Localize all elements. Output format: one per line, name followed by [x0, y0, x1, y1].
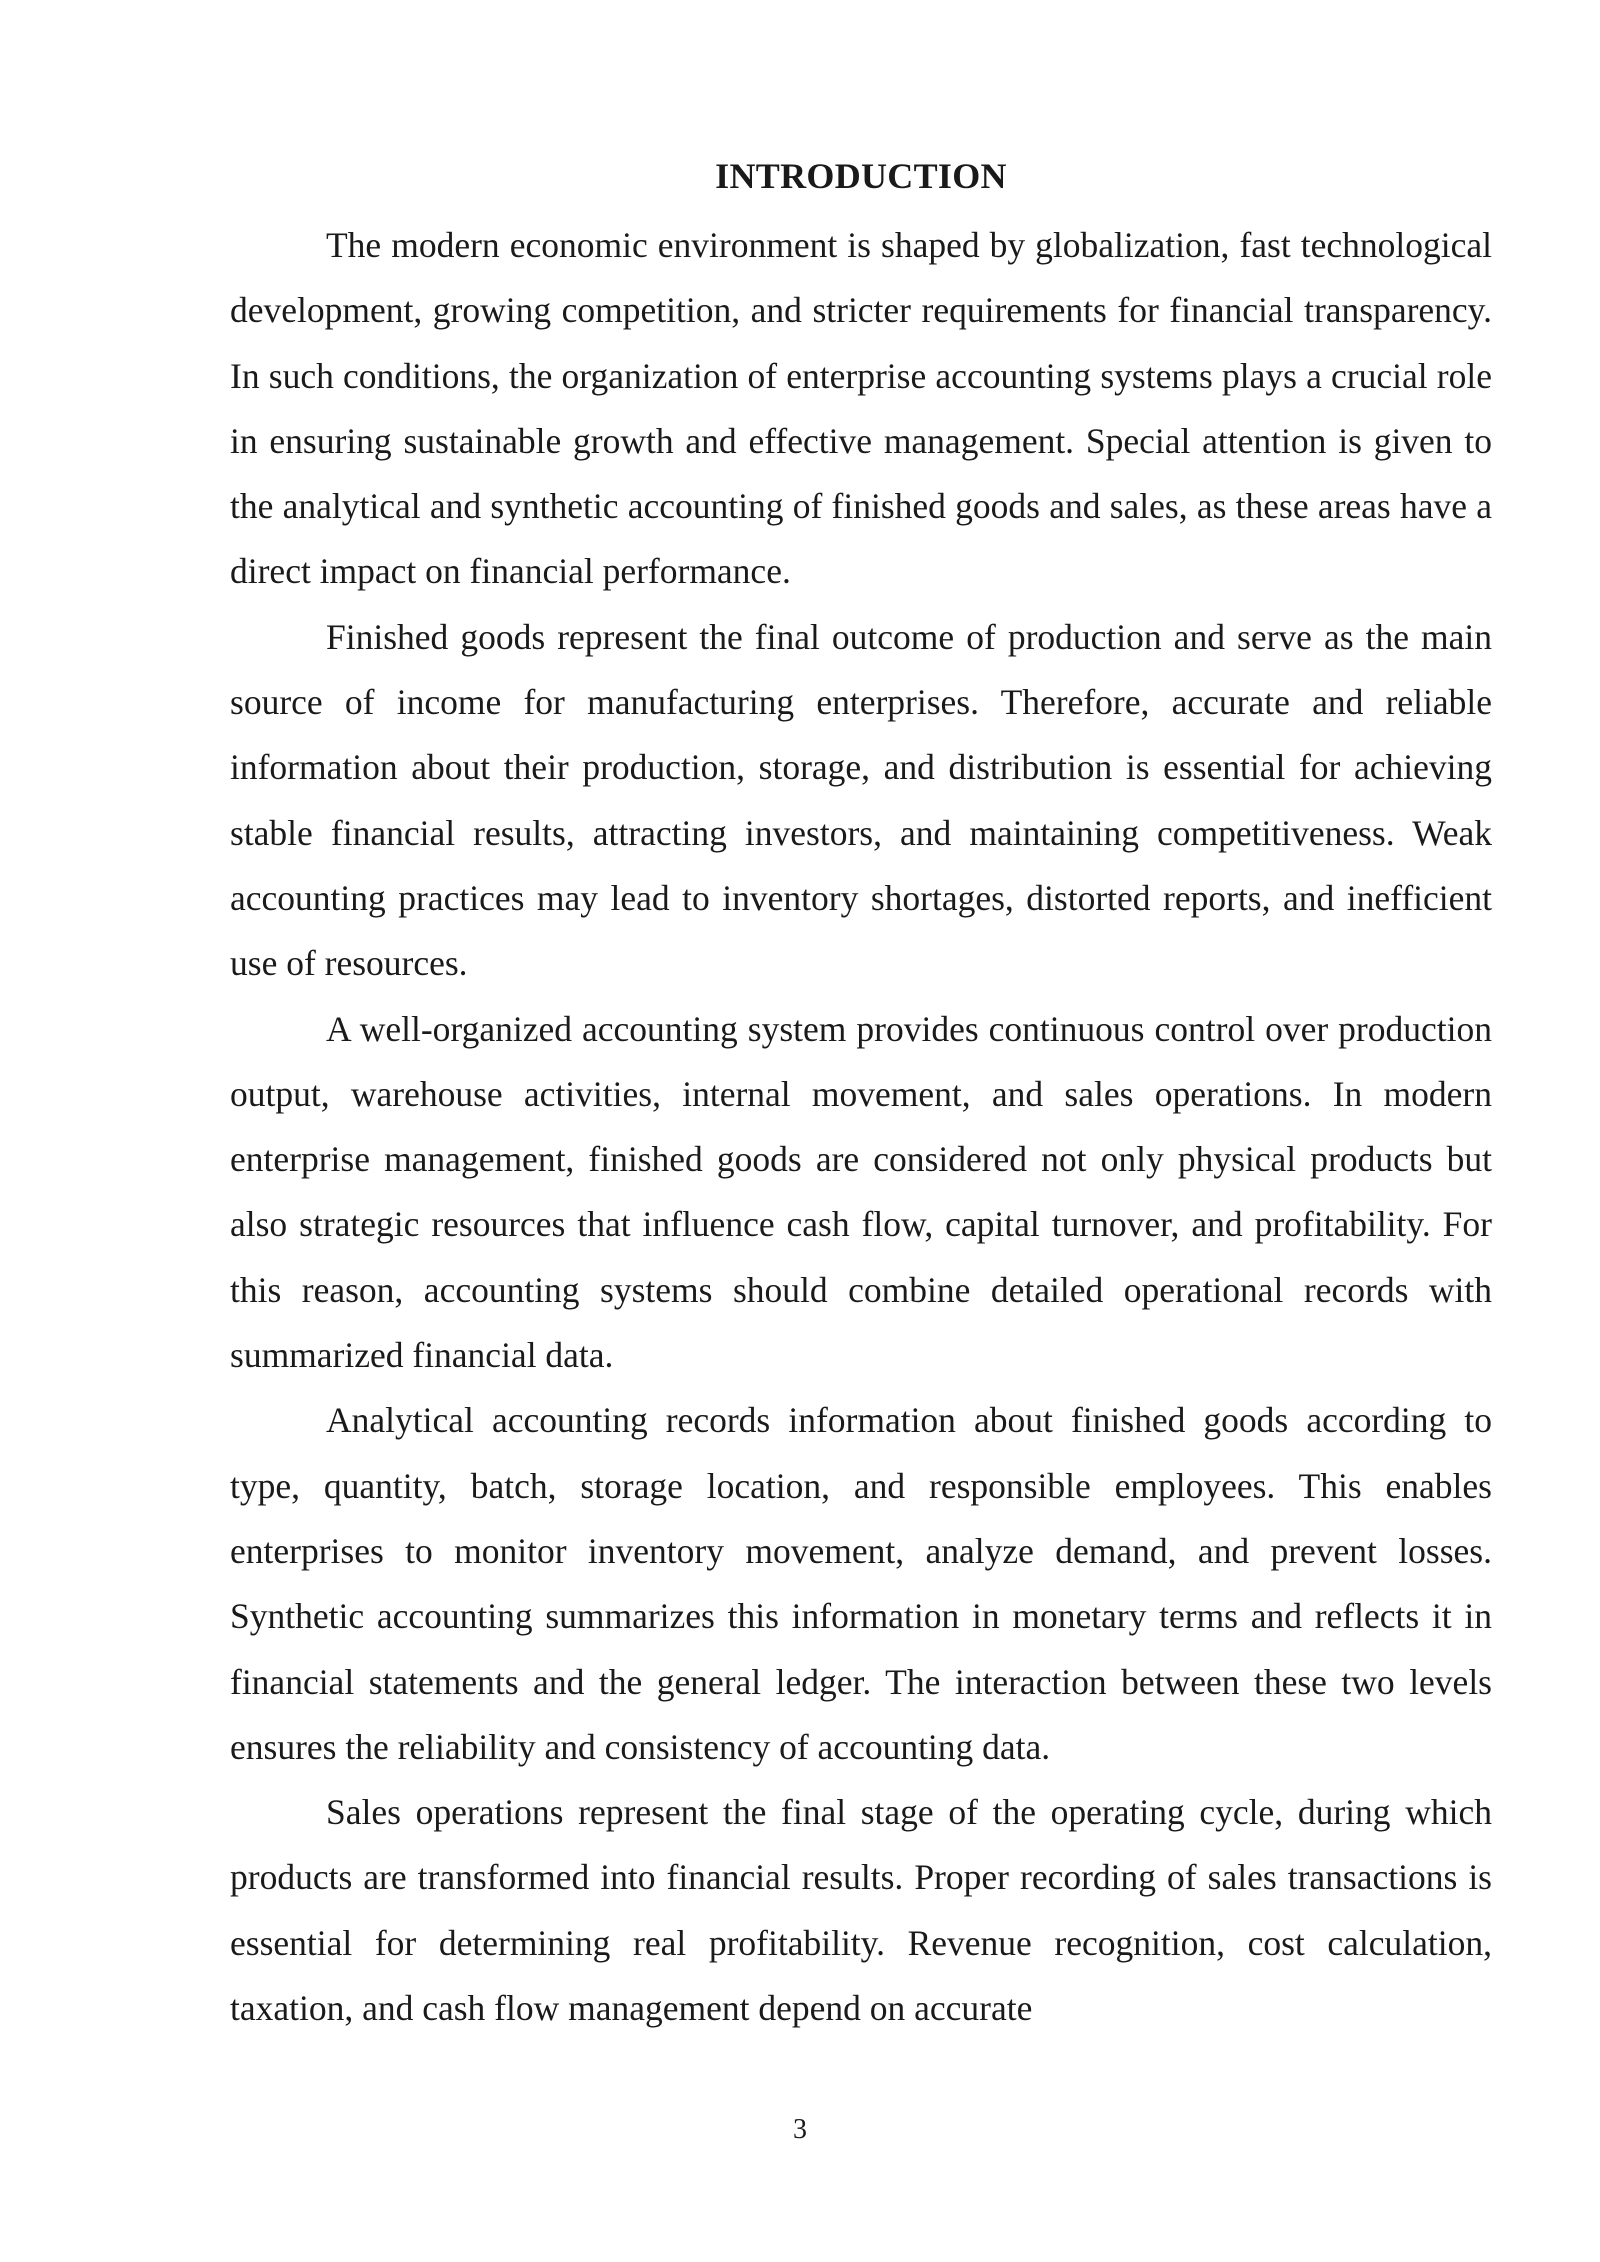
- section-title: INTRODUCTION: [715, 156, 1007, 196]
- paragraph-1: The modern economic environment is shaped by globalization, fast technological development, growing competition, and stricter requirements for financial transparency. In such conditions, the organization of enterprise accounting systems plays a crucial role in ensuring sustainable growth and effective management. Special attention is given to the analytical and synthetic accounting of finished goods and sales, as these areas have a direct impact on financial performance.: [230, 225, 1492, 592]
- page-content: [230, 146, 1492, 2041]
- page-number: 3: [793, 2114, 807, 2145]
- paragraph-4: Analytical accounting records information about finished goods according to type, quantity, batch, storage location, and responsible employees. This enables enterprises to monitor inventory movement, analyze demand, and prevent losses. Synthetic accounting summarizes this information in monetary terms and reflects it in financial statements and the general ledger. The interaction between these two levels ensures the reliability and consistency of accounting data.: [230, 1400, 1492, 1767]
- paragraph-2: Finished goods represent the final outcome of production and serve as the main source of income for manufacturing enterprises. Therefore, accurate and reliable information about their production, storage, and distribution is essential for achieving stable financial results, attracting investors, and maintaining competitiveness. Weak accounting practices may lead to inventory shortages, distorted reports, and inefficient use of resources.: [230, 616, 1492, 984]
- paragraph-3: A well-organized accounting system provides continuous control over production output, warehouse activities, internal movement, and sales operations. In modern enterprise management, finished goods are considered not only physical products but also strategic resources that influence cash flow, capital turnover, and profitability. For this reason, accounting systems should combine detailed operational records with summarized financial data.: [230, 1008, 1492, 1376]
- paragraph-5: Sales operations represent the final stage of the operating cycle, during which products are transformed into financial results. Proper recording of sales transactions is essential for determining real profitability. Revenue recognition, cost calculation, taxation, and cash flow management depend on accurate: [230, 1792, 1492, 2029]
